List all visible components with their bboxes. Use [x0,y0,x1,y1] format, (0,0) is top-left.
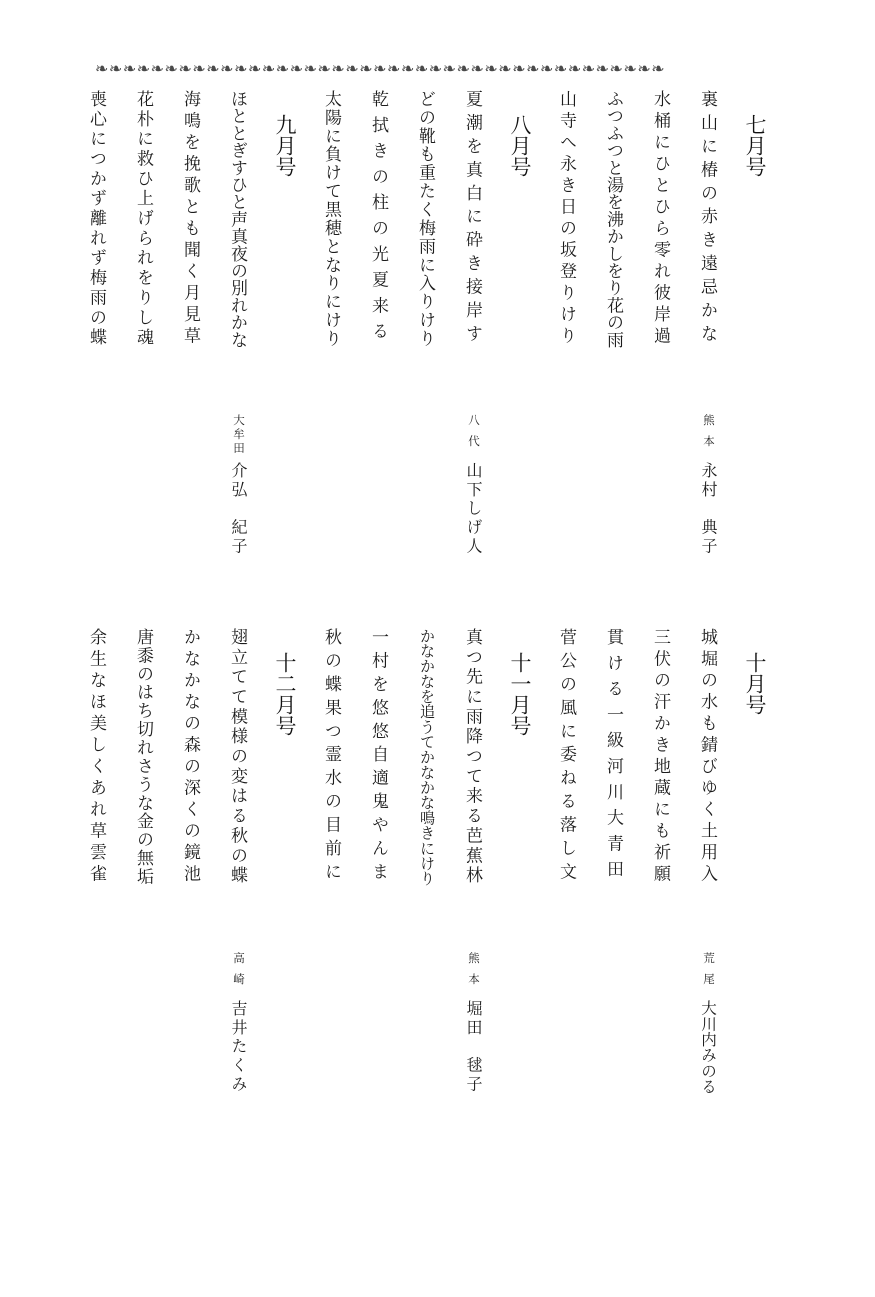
haiku-column [543,90,590,564]
month-title: 七月号 [743,114,767,177]
haiku-text: 真つ先に雨降つて来る芭蕉林 [463,628,482,886]
haiku-column [167,90,214,564]
page [0,56,875,1102]
haiku-column [402,90,449,564]
haiku-text: かなかなの森の深くの鏡池 [181,628,200,886]
haiku-column [684,90,731,564]
haiku-text: 海鳴を挽歌とも聞く月見草 [181,90,200,348]
haiku-column [167,628,214,1102]
haiku-column [543,628,590,1102]
ornament-border: ❧❧❧❧❧❧❧❧❧❧❧❧❧❧❧❧❧❧❧❧❧❧❧❧❧❧❧❧❧❧❧❧❧❧❧❧❧❧❧❧❧ [95,59,666,78]
author-place: 熊本 [702,414,714,456]
haiku-text: 花朴に救ひ上げられをりし魂 [134,90,153,348]
haiku-text: 秋の蝶果つ霊水の目前に [322,628,341,886]
haiku-column [590,90,637,564]
haiku-text: 余生なほ美しくあれ草雲雀 [87,628,106,886]
author-name: 大川内みのる [699,1000,716,1094]
haiku-column [120,90,167,564]
month-title: 八月号 [508,114,532,177]
haiku-column [73,628,120,1102]
haiku-column [308,628,355,1102]
bottom-half [73,628,778,1102]
haiku-text: 唐黍のはち切れさうな金の無垢 [134,628,153,886]
haiku-column [355,90,402,564]
month-title: 十一月号 [508,652,532,736]
haiku-text: 乾拭きの柱の光夏来る [369,90,388,348]
month-title: 十二月号 [273,652,297,736]
haiku-column [120,628,167,1102]
haiku-text: 三伏の汗かき地蔵にも祈願 [651,628,670,886]
haiku-text: 水桶にひとひら零れ彼岸過 [651,90,670,348]
haiku-text: ふつふつと湯を沸かしをり花の雨 [604,90,623,348]
haiku-text: ほととぎすひと声真夜の別れかな [228,90,247,348]
author-place: 荒尾 [702,952,714,994]
haiku-text: 菅公の風に委ねる落し文 [557,628,576,886]
haiku-column [402,628,449,1102]
haiku-text: 翅立てて模様の変はる秋の蝶 [228,628,247,886]
haiku-text: 裏山に椿の赤き遠忌かな [698,90,717,348]
haiku-column [308,90,355,564]
haiku-column [214,628,261,1102]
month-header-august [496,90,543,564]
month-header-december [261,628,308,1102]
month-header-september [261,90,308,564]
haiku-column [214,90,261,564]
top-half [73,90,778,564]
author-name: 山下しげ人 [464,462,481,556]
haiku-text: 喪心につかず離れず梅雨の蝶 [87,90,106,348]
author-name: 吉井たくみ [229,1000,246,1094]
month-header-october [731,628,778,1102]
haiku-column [73,90,120,564]
month-header-november [496,628,543,1102]
haiku-text: 一村を悠悠自適鬼やんま [369,628,388,886]
author-place: 熊本 [467,952,479,994]
haiku-column [684,628,731,1102]
author-name: 永村 典子 [699,462,716,556]
haiku-column [355,628,402,1102]
month-title: 十月号 [743,652,767,715]
haiku-text: 城堀の水も錆びゆく土用入 [698,628,717,886]
month-header-july [731,90,778,564]
month-title: 九月号 [273,114,297,177]
author-place: 高崎 [232,952,244,994]
haiku-column [590,628,637,1102]
haiku-text: どの靴も重たく梅雨に入りけり [416,90,435,348]
haiku-text: 太陽に負けて黒穂となりにけり [322,90,341,348]
author-name: 介弘 紀子 [229,462,246,556]
haiku-text: 山寺へ永き日の坂登りけり [557,90,576,348]
author-place: 八代 [467,414,479,456]
author-name: 堀田 毬子 [464,1000,481,1094]
haiku-text: 夏潮を真白に砕き接岸す [463,90,482,348]
author-place: 大牟田 [232,414,244,456]
haiku-text: かなかなを追うてかなかな鳴きにけり [418,628,434,886]
haiku-text: 貫ける一級河川大青田 [604,628,623,886]
haiku-column [449,90,496,564]
haiku-column [637,90,684,564]
haiku-column [449,628,496,1102]
haiku-column [637,628,684,1102]
